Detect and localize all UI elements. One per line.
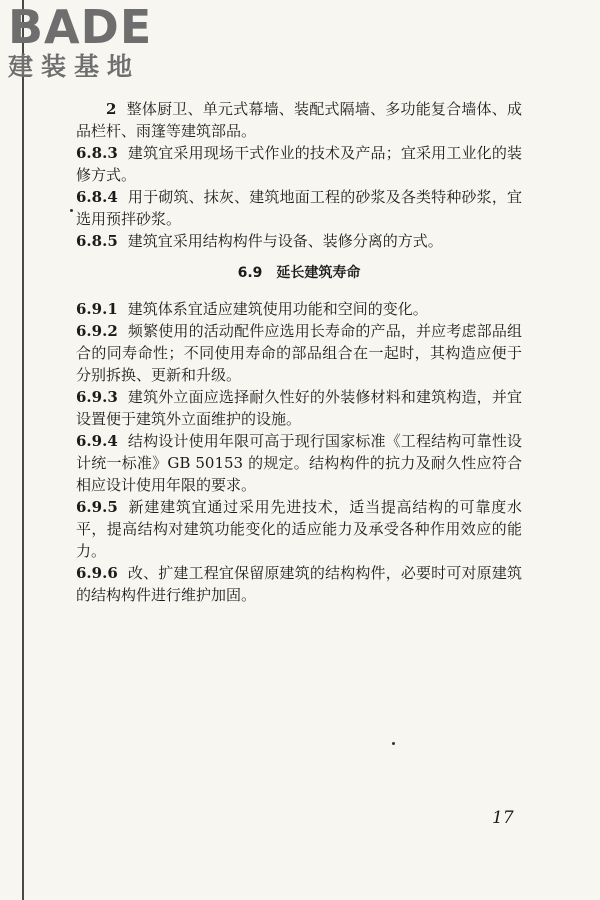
clause-item <box>76 430 522 496</box>
clause-item <box>76 320 522 386</box>
clause-item <box>76 562 522 606</box>
clause-text: 新建建筑宜通过采用先进技术，适当提高结构的可靠度水平，提高结构对建筑功能变化的适应能力及承受各种作用效应的能力。 <box>76 498 522 560</box>
clause-text: 整体厨卫、单元式幕墙、装配式隔墙、多功能复合墙体、成品栏杆、雨篷等建筑部品。 <box>76 100 522 140</box>
section-title: 延长建筑寿命 <box>276 265 361 281</box>
clause-item <box>76 142 522 186</box>
clause-text: 建筑体系宜适应建筑使用功能和空间的变化。 <box>127 300 428 318</box>
clause-number: 6.9.1 <box>76 300 118 318</box>
clause-text: 建筑外立面应选择耐久性好的外装修材料和建筑构造，并宜设置便于建筑外立面维护的设施。 <box>76 388 522 428</box>
clause-text: 改、扩建工程宜保留原建筑的结构构件，必要时可对原建筑的结构构件进行维护加固。 <box>76 564 522 604</box>
clause-item <box>76 98 522 142</box>
clause-number: 6.9.5 <box>76 498 118 516</box>
scan-speck <box>392 742 395 745</box>
clause-text: 建筑宜采用现场干式作业的技术及产品；宜采用工业化的装修方式。 <box>76 144 522 184</box>
clause-text: 建筑宜采用结构构件与设备、装修分离的方式。 <box>127 232 443 250</box>
scan-speck <box>70 209 73 212</box>
clause-number: 6.9.6 <box>76 564 118 582</box>
page-spine-line <box>22 0 24 900</box>
clause-item <box>76 230 522 252</box>
clause-number: 6.8.4 <box>76 188 118 206</box>
document-body <box>76 98 522 606</box>
clause-text: 结构设计使用年限可高于现行国家标准《工程结构可靠性设计统一标准》GB 50153 的规定。结构构件的抗力及耐久性应符合相应设计使用年限的要求。 <box>76 432 522 494</box>
clause-item <box>76 298 522 320</box>
clause-number: 2 <box>106 100 117 118</box>
clause-text: 用于砌筑、抹灰、建筑地面工程的砂浆及各类特种砂浆，宜选用预拌砂浆。 <box>76 188 522 228</box>
watermark-logo <box>8 0 153 81</box>
clause-item <box>76 386 522 430</box>
logo-sub-text: 建装基地 <box>8 52 141 81</box>
section-number: 6.9 <box>237 265 263 281</box>
clause-item <box>76 496 522 562</box>
logo-main-text: BADE <box>8 0 153 54</box>
clause-number: 6.8.5 <box>76 232 118 250</box>
section-heading <box>76 262 522 284</box>
clause-number: 6.9.4 <box>76 432 118 450</box>
clause-item <box>76 186 522 230</box>
clause-text: 频繁使用的活动配件应选用长寿命的产品，并应考虑部品组合的同寿命性；不同使用寿命的部品组合在一起时，其构造应便于分别拆换、更新和升级。 <box>76 322 522 384</box>
clause-number: 6.8.3 <box>76 144 118 162</box>
page-number: 17 <box>492 808 514 828</box>
clause-number: 6.9.3 <box>76 388 118 406</box>
clause-number: 6.9.2 <box>76 322 118 340</box>
